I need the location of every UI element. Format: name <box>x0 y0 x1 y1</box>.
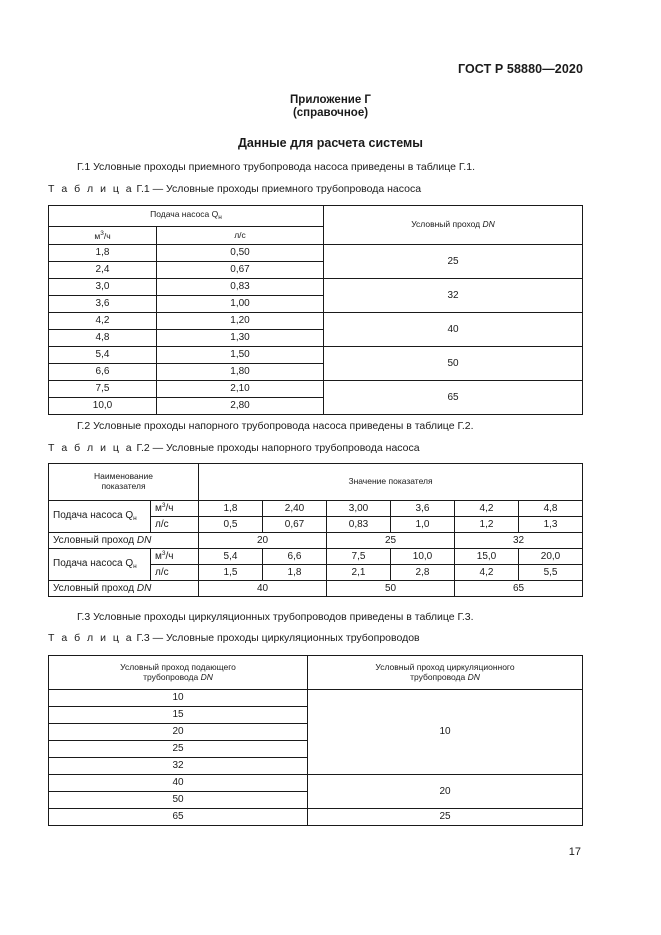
t1-cell: 2,4 <box>49 262 157 279</box>
table3-caption <box>48 632 420 644</box>
table1-caption-prefix: Т а б л и ц а <box>48 183 134 195</box>
t1-cell: 2,10 <box>157 381 324 398</box>
t1-cell: 1,80 <box>157 364 324 381</box>
t3-cell: 32 <box>49 758 308 775</box>
paragraph-g2: Г.2 Условные проходы напорного трубопровода насоса приведены в таблице Г.2. <box>77 420 474 432</box>
t2-dn: 50 <box>327 581 455 597</box>
table-g1 <box>48 205 583 415</box>
t1-header-flow: Подача насоса $Q_н$ <box>49 206 324 227</box>
t2-cell: 1,0 <box>391 517 455 533</box>
table2-caption <box>48 442 420 454</box>
t2-cell: 3,00 <box>327 501 391 517</box>
t2-cell: 6,6 <box>263 549 327 565</box>
t2-header-value: Значение показателя <box>199 464 583 501</box>
t2-cell: 1,2 <box>455 517 519 533</box>
t3-header-supply: Условный проход подающего трубопровода DN <box>49 656 308 690</box>
t2-cell: 0,5 <box>199 517 263 533</box>
t3-cell: 65 <box>49 809 308 826</box>
t2-header-name: Наименование показателя <box>49 464 199 501</box>
t1-cell: 10,0 <box>49 398 157 415</box>
t2-cell: 0,83 <box>327 517 391 533</box>
t3-cell: 50 <box>49 792 308 809</box>
t2-dn: 25 <box>327 533 455 549</box>
t3-cell: 40 <box>49 775 308 792</box>
section-title: Данные для расчета системы <box>238 136 423 150</box>
t2-cell: 1,8 <box>199 501 263 517</box>
t1-cell: 3,6 <box>49 296 157 313</box>
t2-unit-m3: $м^3/ч$ <box>151 549 199 565</box>
t1-cell: 1,50 <box>157 347 324 364</box>
t1-dn: 25 <box>324 245 583 279</box>
table1-caption-text: Г.1 — Условные проходы приемного трубопровода насоса <box>133 183 422 195</box>
t2-cell: 7,5 <box>327 549 391 565</box>
t3-cell: 20 <box>49 724 308 741</box>
t2-cell: 10,0 <box>391 549 455 565</box>
t2-cell: 4,8 <box>519 501 583 517</box>
t1-cell: 1,00 <box>157 296 324 313</box>
t3-circ: 20 <box>308 775 583 809</box>
t2-cell: 3,6 <box>391 501 455 517</box>
appendix-subtitle: (справочное) <box>292 107 369 119</box>
t1-cell: 1,20 <box>157 313 324 330</box>
t2-cell: 4,2 <box>455 501 519 517</box>
t1-header-ls: л/с <box>157 227 324 245</box>
document-header: ГОСТ Р 58880—2020 <box>457 62 583 76</box>
t2-cell: 1,3 <box>519 517 583 533</box>
t1-cell: 5,4 <box>49 347 157 364</box>
t2-cell: 4,2 <box>455 565 519 581</box>
t1-cell: 3,0 <box>49 279 157 296</box>
t3-circ: 10 <box>308 690 583 775</box>
t2-unit-m3: $м^3/ч$ <box>151 501 199 517</box>
t1-dn: 32 <box>324 279 583 313</box>
table-g2 <box>48 463 583 597</box>
t2-cell: 2,40 <box>263 501 327 517</box>
t1-dn: 40 <box>324 313 583 347</box>
table2-caption-text: Г.2 — Условные проходы напорного трубопровода насоса <box>133 442 420 454</box>
t2-cell: 5,5 <box>519 565 583 581</box>
t1-cell: 6,6 <box>49 364 157 381</box>
t2-dn: 32 <box>455 533 583 549</box>
t2-dn: 40 <box>199 581 327 597</box>
t2-cell: 5,4 <box>199 549 263 565</box>
paragraph-g3: Г.3 Условные проходы циркуляционных трубопроводов приведены в таблице Г.3. <box>77 611 474 623</box>
paragraph-g1: Г.1 Условные проходы приемного трубопровода насоса приведены в таблице Г.1. <box>77 161 475 173</box>
t2-dn: 20 <box>199 533 327 549</box>
table1-caption <box>48 183 421 195</box>
table3-caption-text: Г.3 — Условные проходы циркуляционных трубопроводов <box>133 632 420 644</box>
t1-cell: 1,8 <box>49 245 157 262</box>
t1-dn: 65 <box>324 381 583 415</box>
t1-cell: 0,83 <box>157 279 324 296</box>
t2-dn: 65 <box>455 581 583 597</box>
t1-dn: 50 <box>324 347 583 381</box>
t2-cell: 2,8 <box>391 565 455 581</box>
t2-flow-label: Подача насоса $Q_н$ <box>49 501 151 533</box>
t1-cell: 1,30 <box>157 330 324 347</box>
t2-cell: 0,67 <box>263 517 327 533</box>
t3-cell: 10 <box>49 690 308 707</box>
t2-cell: 2,1 <box>327 565 391 581</box>
t3-circ: 25 <box>308 809 583 826</box>
t2-cell: 15,0 <box>455 549 519 565</box>
t2-cell: 1,5 <box>199 565 263 581</box>
t2-dn-label: Условный проход DN <box>49 581 199 597</box>
t3-header-circ: Условный проход циркуляционного трубопровода DN <box>308 656 583 690</box>
table2-caption-prefix: Т а б л и ц а <box>48 442 134 454</box>
t1-cell: 4,8 <box>49 330 157 347</box>
appendix-title: Приложение Г <box>290 94 371 106</box>
t2-unit-ls: л/с <box>151 565 199 581</box>
t1-header-dn: Условный проход DN <box>324 206 583 245</box>
t2-unit-ls: л/с <box>151 517 199 533</box>
t2-cell: 20,0 <box>519 549 583 565</box>
t1-cell: 0,67 <box>157 262 324 279</box>
t1-cell: 0,50 <box>157 245 324 262</box>
t1-header-m3: $м^3/ч$ <box>49 227 157 245</box>
t2-flow-label: Подача насоса $Q_н$ <box>49 549 151 581</box>
t3-cell: 15 <box>49 707 308 724</box>
t2-cell: 1,8 <box>263 565 327 581</box>
t1-cell: 7,5 <box>49 381 157 398</box>
t1-cell: 2,80 <box>157 398 324 415</box>
table3-caption-prefix: Т а б л и ц а <box>48 632 134 644</box>
page-number: 17 <box>568 846 581 858</box>
t3-cell: 25 <box>49 741 308 758</box>
t2-dn-label: Условный проход DN <box>49 533 199 549</box>
table-g3 <box>48 655 583 826</box>
t1-cell: 4,2 <box>49 313 157 330</box>
